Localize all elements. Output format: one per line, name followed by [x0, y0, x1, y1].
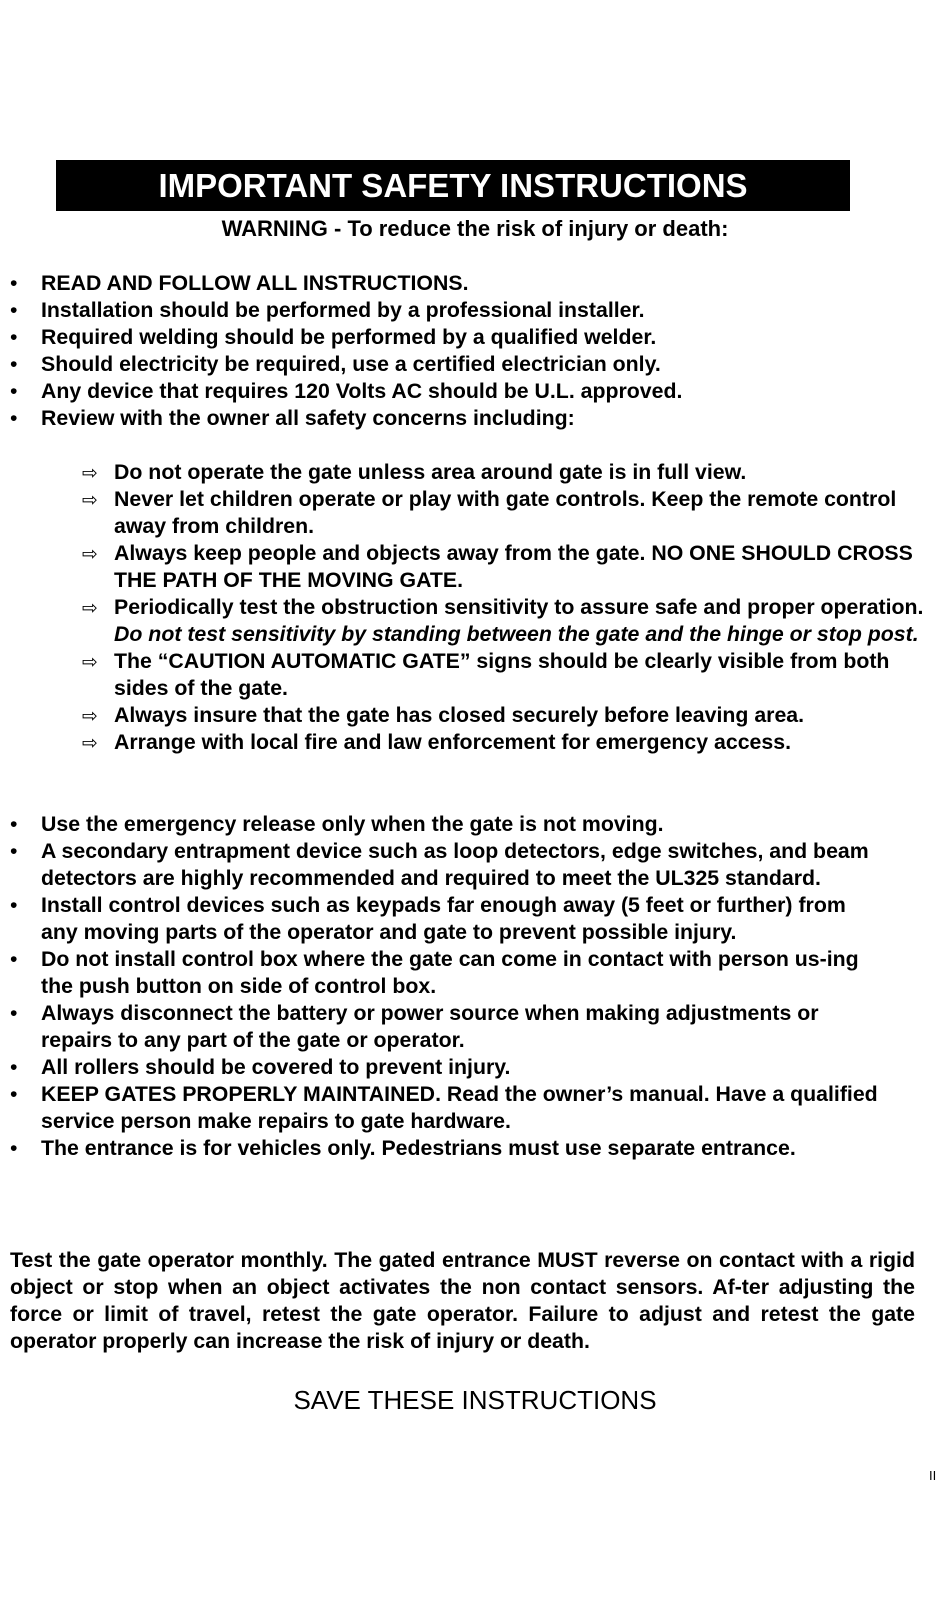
list-item: • Install control devices such as keypads far enough away (5 feet or further) from any moving parts of the operator and gate to prevent possible injury. [10, 893, 846, 944]
arrow-right-icon: ⇨ [82, 652, 98, 673]
sub-list-item: ⇨ Periodically test the obstruction sensitivity to assure safe and proper operation. Do not test sensitivity by standing between the gate and the hinge or stop post. [82, 595, 924, 646]
arrow-right-icon: ⇨ [82, 490, 98, 511]
sensitivity-caution-note: Do not test sensitivity by standing between the gate and the hinge or stop post. [114, 622, 919, 646]
monthly-test-paragraph: Test the gate operator monthly. The gated entrance MUST reverse on contact with a rigid object or stop when an object activates the non contact sensors. Af-ter adjusting the force or limit of travel, retest the gate operator. Failure to adjust and retest the gate operator properly can increase the risk of injury or death. [10, 1248, 915, 1353]
list-item: • Always disconnect the battery or power source when making adjustments or repairs to any part of the gate or operator. [10, 1001, 819, 1052]
list-item: • Do not install control box where the gate can come in contact with person us-ing the push button on side of control box. [10, 947, 859, 998]
bullet-icon: • [10, 379, 18, 403]
list-item: • Any device that requires 120 Volts AC should be U.L. approved. [10, 379, 683, 403]
list-item: • Required welding should be performed by a qualified welder. [10, 325, 657, 349]
arrow-right-icon: ⇨ [82, 706, 98, 727]
arrow-right-icon: ⇨ [82, 598, 98, 619]
bullet-icon: • [10, 298, 18, 322]
list-item: • The entrance is for vehicles only. Pedestrians must use separate entrance. [10, 1136, 796, 1160]
list-item: • Should electricity be required, use a certified electrician only. [10, 352, 661, 376]
safety-list-secondary [0, 811, 880, 1162]
bullet-icon: • [10, 325, 18, 349]
page-title-banner [56, 160, 850, 211]
list-item: • Use the emergency release only when the gate is not moving. [10, 812, 664, 836]
sub-list-item: ⇨ Always insure that the gate has closed securely before leaving area. [0, 702, 930, 729]
bullet-icon: • [10, 271, 18, 295]
bullet-icon: • [10, 1136, 18, 1160]
bullet-icon: • [10, 812, 18, 836]
sub-list-item: ⇨ Never let children operate or play with gate controls. Keep the remote control away from children. [82, 487, 897, 538]
bullet-icon: • [10, 352, 18, 376]
page-number: II [929, 1468, 937, 1483]
arrow-right-icon: ⇨ [82, 463, 98, 484]
bullet-icon: • [10, 947, 18, 971]
bullet-icon: • [10, 893, 18, 917]
list-item: • A secondary entrapment device such as loop detectors, edge switches, and beam detectors are highly recommended and required to meet the UL325 standard. [10, 839, 869, 890]
owner-safety-concerns-list [0, 459, 930, 756]
bullet-icon: • [10, 1082, 18, 1106]
arrow-right-icon: ⇨ [82, 733, 98, 754]
list-item: • Review with the owner all safety concerns including: [10, 406, 575, 430]
list-item: • KEEP GATES PROPERLY MAINTAINED. Read the owner’s manual. Have a qualified service person make repairs to gate hardware. [10, 1082, 878, 1133]
sub-list-item: ⇨ Always keep people and objects away from the gate. NO ONE SHOULD CROSS THE PATH OF THE MOVING GATE. [82, 541, 913, 592]
list-item: • Installation should be performed by a professional installer. [10, 298, 645, 322]
bullet-icon: • [10, 839, 18, 863]
bullet-icon: • [10, 1001, 18, 1025]
page-title: IMPORTANT SAFETY INSTRUCTIONS [158, 167, 748, 204]
list-item: • All rollers should be covered to prevent injury. [10, 1055, 511, 1079]
sub-list-item: ⇨ Do not operate the gate unless area around gate is in full view. [0, 459, 930, 486]
safety-list-primary [0, 270, 880, 432]
save-instructions-footer: SAVE THESE INSTRUCTIONS [293, 1385, 657, 1415]
bullet-icon: • [10, 1055, 18, 1079]
arrow-right-icon: ⇨ [82, 544, 98, 565]
bullet-icon: • [10, 406, 18, 430]
sub-list-item: ⇨ Arrange with local fire and law enforcement for emergency access. [0, 729, 930, 756]
sub-list-item: ⇨ The “CAUTION AUTOMATIC GATE” signs should be clearly visible from both sides of the gate. [82, 649, 890, 700]
list-item: • READ AND FOLLOW ALL INSTRUCTIONS. [10, 271, 469, 295]
warning-subtitle: WARNING - To reduce the risk of injury or death: [221, 216, 729, 241]
